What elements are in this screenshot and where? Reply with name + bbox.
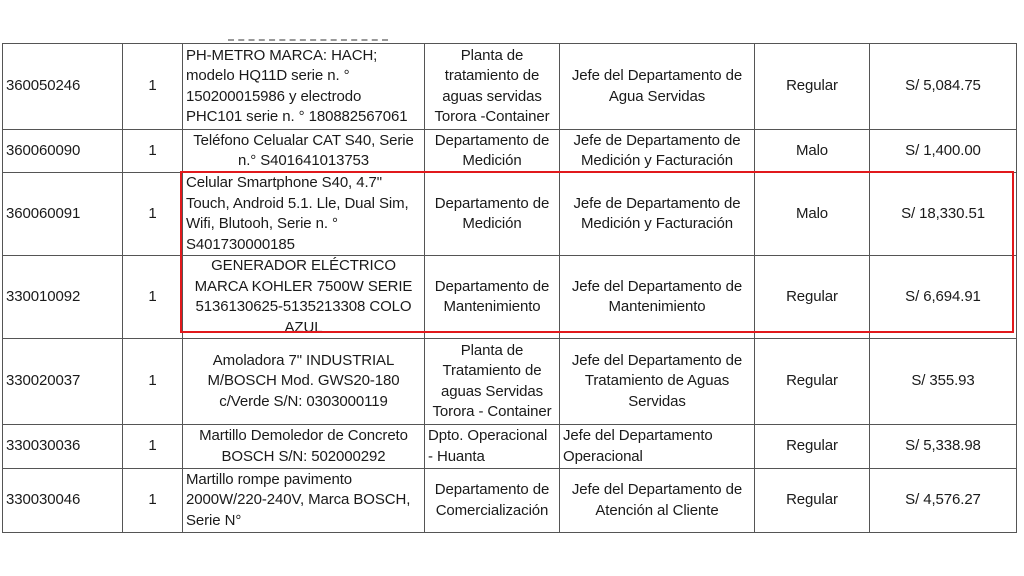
value: S/ 6,694.91 <box>870 256 1017 339</box>
department: Departamento de Mantenimiento <box>425 256 560 339</box>
asset-code: 330030036 <box>3 425 123 469</box>
table-row <box>3 173 1017 256</box>
value: S/ 355.93 <box>870 339 1017 425</box>
department: Departamento de Medición <box>425 130 560 173</box>
responsible: Jefe de Departamento de Medición y Facturación <box>560 130 755 173</box>
item-description: GENERADOR ELÉCTRICO MARCA KOHLER 7500W SERIE 5136130625-5135213308 COLO AZUL <box>183 256 425 339</box>
item-description: Teléfono Celualar CAT S40, Serie n.° S401641013753 <box>183 130 425 173</box>
value: S/ 4,576.27 <box>870 469 1017 533</box>
table-row <box>3 44 1017 130</box>
asset-code: 330030046 <box>3 469 123 533</box>
responsible: Jefe del Departamento Operacional <box>560 425 755 469</box>
item-description: Martillo rompe pavimento 2000W/220-240V, Marca BOSCH, Serie N° <box>183 469 425 533</box>
item-description: Celular Smartphone S40, 4.7" Touch, Android 5.1. Lle, Dual Sim, Wifi, Blutooh, Serie n. ° S401730000185 <box>183 173 425 256</box>
responsible: Jefe del Departamento de Mantenimiento <box>560 256 755 339</box>
responsible: Jefe del Departamento de Agua Servidas <box>560 44 755 130</box>
responsible: Jefe de Departamento de Medición y Facturación <box>560 173 755 256</box>
asset-code: 360060090 <box>3 130 123 173</box>
value: S/ 5,084.75 <box>870 44 1017 130</box>
department: Dpto. Operacional - Huanta <box>425 425 560 469</box>
department: Planta de tratamiento de aguas servidas Torora -Container <box>425 44 560 130</box>
table-row <box>3 425 1017 469</box>
department: Departamento de Comercialización <box>425 469 560 533</box>
quantity: 1 <box>123 44 183 130</box>
condition: Regular <box>755 469 870 533</box>
quantity: 1 <box>123 425 183 469</box>
value: S/ 18,330.51 <box>870 173 1017 256</box>
table-row <box>3 256 1017 339</box>
condition: Regular <box>755 425 870 469</box>
condition: Regular <box>755 256 870 339</box>
item-description: Amoladora 7" INDUSTRIAL M/BOSCH Mod. GWS20-180 c/Verde S/N: 0303000119 <box>183 339 425 425</box>
quantity: 1 <box>123 339 183 425</box>
department: Planta de Tratamiento de aguas Servidas Torora - Container <box>425 339 560 425</box>
condition: Malo <box>755 173 870 256</box>
table-row <box>3 130 1017 173</box>
asset-code: 360060091 <box>3 173 123 256</box>
value: S/ 5,338.98 <box>870 425 1017 469</box>
item-description: PH-METRO MARCA: HACH; modelo HQ11D serie n. ° 150200015986 y electrodo PHC101 serie n. ° 180882567061 <box>183 44 425 130</box>
responsible: Jefe del Departamento de Atención al Cliente <box>560 469 755 533</box>
item-description: Martillo Demoledor de Concreto BOSCH S/N: 502000292 <box>183 425 425 469</box>
quantity: 1 <box>123 256 183 339</box>
asset-code: 360050246 <box>3 44 123 130</box>
asset-code: 330010092 <box>3 256 123 339</box>
table-row <box>3 339 1017 425</box>
condition: Regular <box>755 44 870 130</box>
condition: Regular <box>755 339 870 425</box>
department: Departamento de Medición <box>425 173 560 256</box>
asset-code: 330020037 <box>3 339 123 425</box>
condition: Malo <box>755 130 870 173</box>
inventory-table <box>2 43 1017 533</box>
quantity: 1 <box>123 469 183 533</box>
responsible: Jefe del Departamento de Tratamiento de Aguas Servidas <box>560 339 755 425</box>
value: S/ 1,400.00 <box>870 130 1017 173</box>
table-row <box>3 469 1017 533</box>
quantity: 1 <box>123 173 183 256</box>
quantity: 1 <box>123 130 183 173</box>
